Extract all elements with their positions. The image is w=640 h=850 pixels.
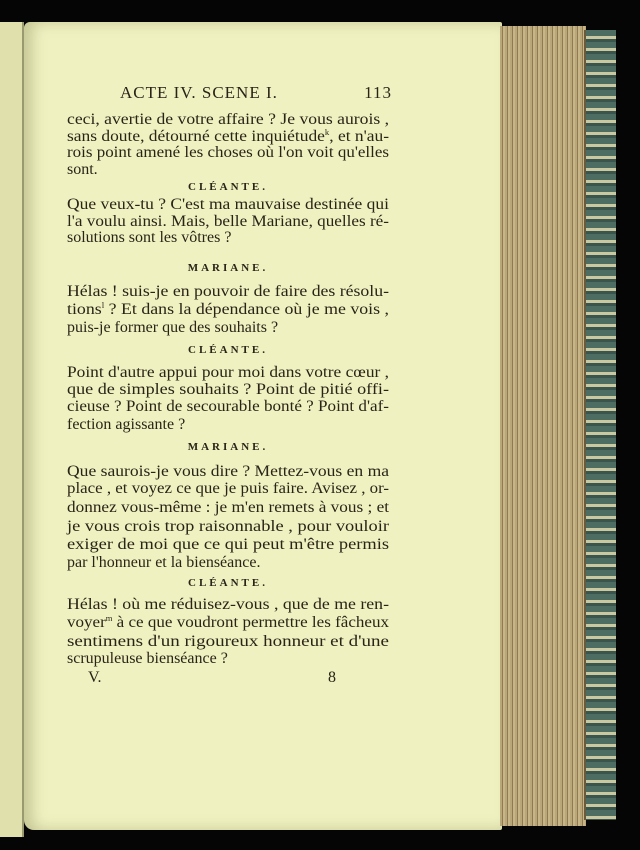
- text-line: [67, 302, 389, 318]
- speaker-name: CLÉANTE.: [188, 577, 268, 589]
- text-line: [67, 651, 389, 667]
- text-line: [67, 597, 389, 613]
- text-line: [67, 555, 389, 571]
- text-line-content: ceci, avertie de votre affaire ? Je vous aurois ,: [67, 111, 389, 128]
- text-line-content: exiger de moi que ce qui peut m'être permis: [67, 536, 389, 553]
- text-line: [67, 214, 389, 230]
- text-line-content: Hélas ! suis-je en pouvoir de faire des résolu-: [67, 283, 389, 300]
- text-line-content: [67, 302, 389, 318]
- text-line-content: rois point amené les choses où l'on voit qu'elles: [67, 144, 389, 161]
- decorative-binding-edge: [584, 30, 616, 820]
- speaker-name: CLÉANTE.: [188, 344, 268, 356]
- signature-mark: 8: [328, 669, 336, 686]
- text-line-content: sentimens d'un rigoureux honneur et d'une: [67, 633, 389, 650]
- text-line-content: Que veux-tu ? C'est ma mauvaise destinée qui: [67, 196, 389, 213]
- text-segment: voyer: [67, 614, 106, 631]
- text-line: [67, 537, 389, 553]
- text-line-content: sont.: [67, 161, 98, 178]
- text-line: [67, 129, 389, 145]
- text-line: [67, 365, 389, 381]
- text-line: [67, 320, 389, 336]
- text-line: [67, 382, 389, 398]
- text-line: [67, 399, 389, 415]
- text-line-content: cieuse ? Point de secourable bonté ? Point d'af-: [67, 398, 389, 415]
- text-line: [67, 615, 389, 631]
- footnote-marker: m: [105, 614, 113, 623]
- text-line-content: par l'honneur et la bienséance.: [67, 554, 261, 571]
- text-line: [67, 500, 389, 516]
- speaker-name: MARIANE.: [187, 441, 269, 453]
- text-line: [67, 284, 389, 300]
- text-line: [67, 519, 389, 535]
- text-line-content: Point d'autre appui pour moi dans votre cœur ,: [67, 364, 389, 381]
- text-segment: , et n'au-: [329, 128, 389, 145]
- facing-page-edge: [0, 22, 24, 837]
- text-line-content: Hélas ! où me réduisez-vous , que de me ren-: [67, 596, 389, 613]
- text-line-content: je vous crois trop raisonnable , pour vouloir: [67, 518, 389, 535]
- text-line: [67, 230, 389, 246]
- text-segment: sans doute, détourné cette inquiétude: [67, 128, 325, 145]
- text-line-content: Que saurois-je vous dire ? Mettez-vous en ma: [67, 463, 389, 480]
- text-line: [67, 145, 389, 161]
- footnote-marker: k: [324, 128, 330, 137]
- text-line-content: [67, 129, 389, 145]
- text-line-content: puis-je former que des souhaits ?: [67, 319, 279, 336]
- text-line: [67, 464, 389, 480]
- page-number: 113: [364, 83, 392, 102]
- text-line: [67, 112, 389, 128]
- text-line-content: place , et voyez ce que je puis faire. Avisez , or-: [67, 480, 389, 497]
- footnote-marker: l: [101, 301, 105, 310]
- text-line-content: [67, 615, 389, 631]
- text-line: [67, 481, 389, 497]
- text-segment: tions: [67, 301, 102, 318]
- text-line-content: donnez vous-même : je m'en remets à vous ; et: [67, 499, 389, 516]
- text-line-content: scrupuleuse bienséance ?: [67, 650, 228, 667]
- speaker-name: MARIANE.: [187, 262, 269, 274]
- text-line: [67, 162, 389, 178]
- text-line-content: que de simples souhaits ? Point de pitié offi-: [67, 381, 389, 398]
- text-line-content: fection agissante ?: [67, 416, 186, 433]
- text-line: [67, 197, 389, 213]
- running-title: ACTE IV. SCENE I.: [120, 83, 278, 102]
- text-line: [67, 417, 389, 433]
- text-segment: ? Et dans la dépendance où je me vois ,: [104, 301, 389, 318]
- text-line-content: solutions sont les vôtres ?: [67, 229, 232, 246]
- volume-mark: V.: [88, 669, 102, 686]
- speaker-name: CLÉANTE.: [188, 181, 268, 193]
- text-segment: à ce que voudront permettre les fâcheux: [112, 614, 389, 631]
- text-line-content: l'a voulu ainsi. Mais, belle Mariane, quelles ré-: [67, 213, 389, 230]
- text-line: [67, 634, 389, 650]
- page-edges: [500, 26, 586, 826]
